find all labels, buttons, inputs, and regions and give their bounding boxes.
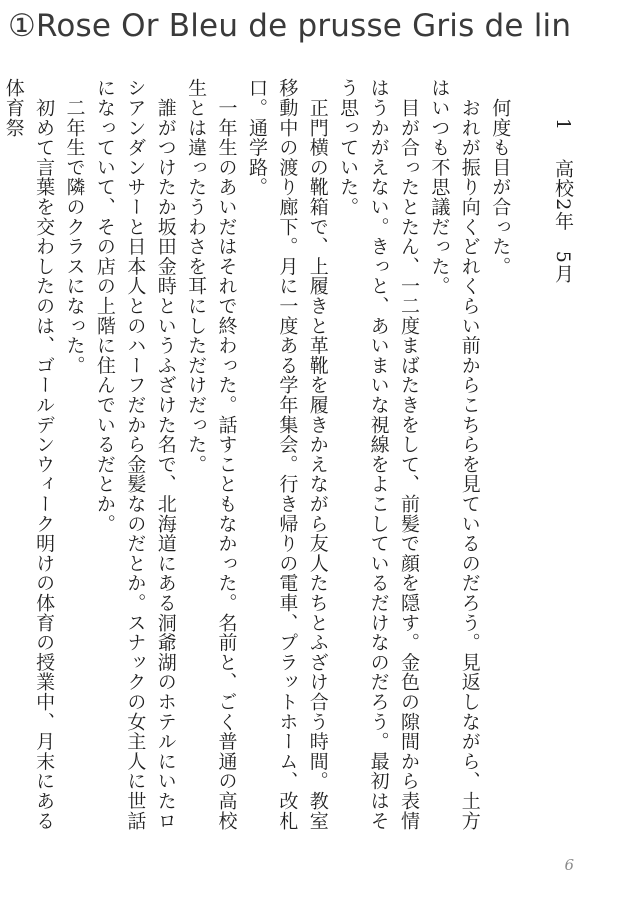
paragraph: 初めて言葉を交わしたのは、ゴールデンウィーク明けの体育の授業中、月末にある体育祭 [2, 78, 56, 831]
document-title: ①Rose Or Bleu de prusse Gris de lin [8, 8, 572, 44]
chapter-title: 高校2年 5月 [552, 158, 574, 284]
paragraph: 目が合ったとたん、一二度まばたきをして、前髪で顔を隠す。金色の隙間から表情はうかがえない。きっと、あいまいな視線をよこしているだけなのだろう。最初はそう思っていた。 [337, 78, 420, 831]
paragraph: 正門横の靴箱で、上履きと革靴を履きかえながら友人たちとふざけ合う時間。教室移動中の渡り廊下。月に一度ある学年集会。行き帰りの電車、プラットホーム、改札口。通学路。 [245, 78, 329, 831]
vertical-text-body [2, 78, 582, 838]
paragraph: 何度も目が合った。 [489, 78, 512, 276]
paragraph: 二年生で隣のクラスになった。 [63, 78, 86, 375]
paragraph: おれが振り向くどれくらい前からこちらを見ているのだろう。見返しながら、土方はいつも不思議だった。 [428, 78, 481, 831]
paragraph: 一年生のあいだはそれで終わった。話すこともなかった。名前と、ごく普通の高校生とは違ったうわさを耳にしただけだった。 [185, 78, 238, 831]
document-title-bar [8, 4, 632, 48]
paragraph: 誰がつけたか坂田金時というふざけた名で、北海道にある洞爺湖のホテルにいたロシアンダンサーと日本人とのハーフだから金髪なのだとか。スナックの女主人に世話になっていて、その店の上階に住んでいるだとか。 [93, 78, 177, 831]
page-number: 6 [564, 856, 574, 874]
chapter-number: 1 [552, 118, 574, 131]
blank-line [515, 78, 545, 838]
chapter-heading [548, 78, 578, 838]
